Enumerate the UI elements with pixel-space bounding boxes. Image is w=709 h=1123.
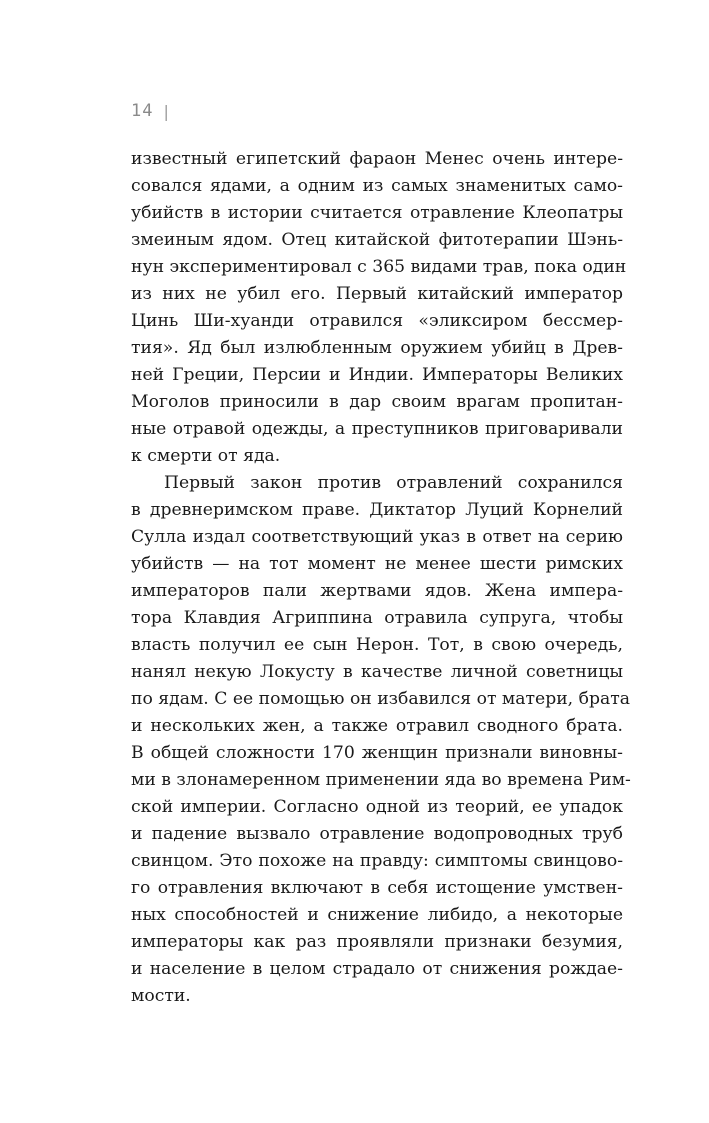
text-line: го отравления включают в себя истощение умствен-: [131, 878, 623, 898]
text-line: к смерти от яда.: [131, 446, 281, 466]
text-line: в древнеримском праве. Диктатор Луций Корнелий: [131, 500, 623, 520]
text-line: императоров пали жертвами ядов. Жена импера-: [131, 581, 623, 601]
text-line: мости.: [131, 986, 191, 1006]
text-line: тора Клавдия Агриппина отравила супруга, чтобы: [131, 608, 623, 628]
page-header: [131, 101, 170, 121]
text-line: ми в злонамеренном применении яда во времена Рим-: [131, 770, 631, 790]
text-line: из них не убил его. Первый китайский император: [131, 284, 623, 304]
text-line: ней Греции, Персии и Индии. Императоры Великих: [131, 365, 623, 385]
text-line: ных способностей и снижение либидо, а некоторые: [131, 905, 623, 925]
text-line: убийств в истории считается отравление Клеопатры: [131, 203, 623, 223]
text-line: нун экспериментировал с 365 видами трав, пока один: [131, 257, 627, 277]
text-line: Сулла издал соответствующий указ в ответ на серию: [131, 527, 623, 547]
text-line: ской империи. Согласно одной из теорий, ее упадок: [131, 797, 623, 817]
text-line: и падение вызвало отравление водопроводных труб: [131, 824, 623, 844]
text-line: совался ядами, а одним из самых знаменитых само-: [131, 176, 623, 196]
text-line: Цинь Ши-хуанди отравился «эликсиром бессмер-: [131, 311, 623, 331]
text-line: Первый закон против отравлений сохранился: [164, 473, 623, 493]
text-line: известный египетский фараон Менес очень интере-: [131, 149, 623, 169]
body-text: [131, 146, 631, 1010]
page-number: 14: [131, 101, 154, 121]
text-line: и нескольких жен, а также отравил сводного брата.: [131, 716, 623, 736]
text-line: и население в целом страдало от снижения рождае-: [131, 959, 623, 979]
text-line: Моголов приносили в дар своим врагам пропитан-: [131, 392, 623, 412]
text-line: нанял некую Локусту в качестве личной советницы: [131, 662, 623, 682]
text-line: тия». Яд был излюбленным оружием убийц в Древ-: [131, 338, 623, 358]
page-separator: |: [163, 101, 170, 121]
text-line: императоры как раз проявляли признаки безумия,: [131, 932, 623, 952]
text-line: по ядам. С ее помощью он избавился от матери, брата: [131, 689, 630, 709]
text-line: свинцом. Это похоже на правду: симптомы свинцово-: [131, 851, 623, 871]
text-line: власть получил ее сын Нерон. Тот, в свою очередь,: [131, 635, 623, 655]
text-line: В общей сложности 170 женщин признали виновны-: [131, 743, 623, 763]
text-line: убийств — на тот момент не менее шести римских: [131, 554, 623, 574]
text-line: змеиным ядом. Отец китайской фитотерапии Шэнь-: [131, 230, 623, 250]
text-line: ные отравой одежды, а преступников приговаривали: [131, 419, 623, 439]
